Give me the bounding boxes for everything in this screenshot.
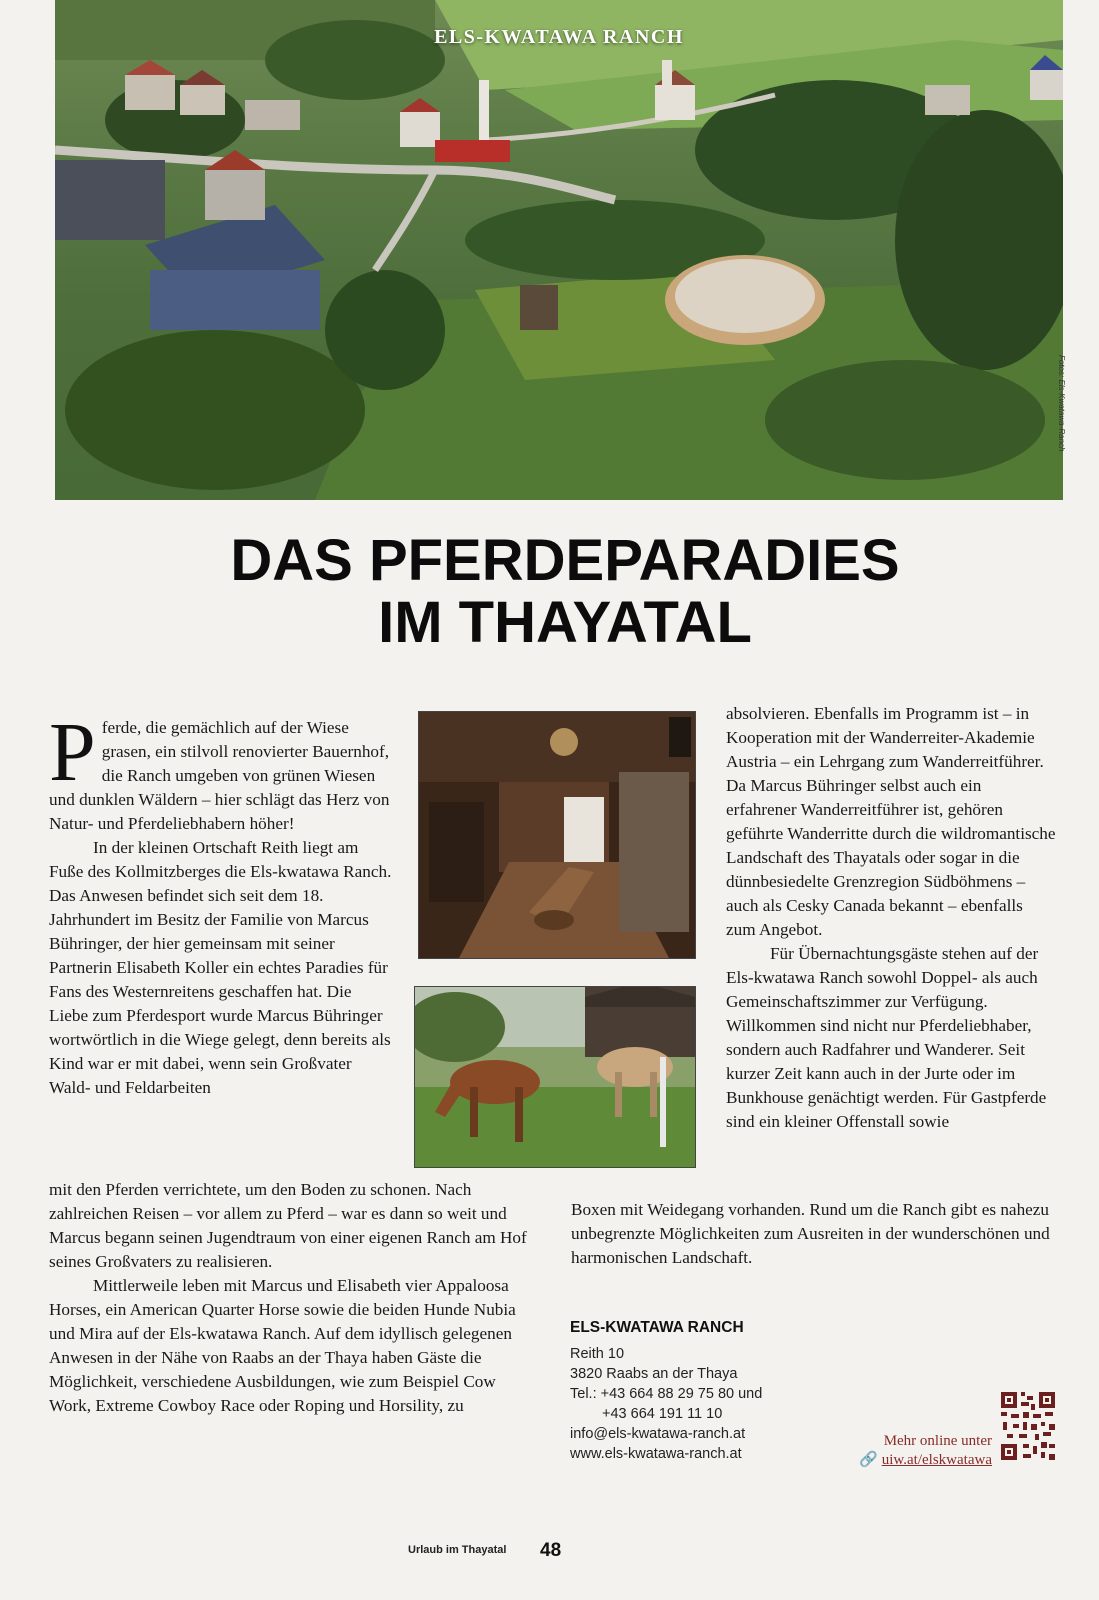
aerial-landscape-illustration (55, 0, 1063, 500)
article-column-right (726, 702, 1056, 1134)
article-column-right-wide (571, 1198, 1056, 1270)
paragraph-accommodation: Für Übernachtungsgäste stehen auf der Els-kwatawa Ranch sowohl Doppel- als auch Gemeinschaftszimmer zur Verfügung. Willkommen sind nicht nur Pferdeliebhaber, sondern auch Radfahrer und Wanderer. Seit kurzer Zeit kann auch in der Jurte oder im Bunkhouse genächtigt werden. Für Gastpferde sind ein kleiner Offenstall sowie (726, 944, 1047, 1131)
hero-aerial-photo (55, 0, 1063, 500)
drop-cap: P (49, 706, 96, 799)
more-online-link-row[interactable] (842, 1451, 992, 1470)
paragraph-animals: Mittlerweile leben mit Marcus und Elisabeth vier Appaloosa Horses, ein American Quarter Horse sowie die beiden Hunde Nubia und Mira auf der Els-kwatawa Ranch. Auf dem idyllisch gelegenen Anwesen in der Nähe von Raabs an der Thaya haben Gäste die Möglichkeit, verschiedene Ausbildungen, wie zum Beispiel Cow Work, Extreme Cowboy Race oder Roping und Horsility, zu (49, 1276, 516, 1415)
paragraph-location: In der kleinen Ortschaft Reith liegt am Fuße des Kollmitzberges die Els-kwatawa Ranch. Das Anwesen befindet sich seit dem 18. Jahrhundert im Besitz der Familie von Marcus Bühringer, der hier gemeinsam mit seiner Partnerin Elisabeth Koller ein echtes Paradies für Fans des Westernreitens geschaffen hat. Die Liebe zum Pferdesport wurde Marcus Bühringer wortwörtlich in die Wiege gelegt, denn bereits als Kind war er mit dabei, wenn sein Großvater Wald- und Feldarbeiten (49, 838, 392, 1097)
contact-email[interactable]: info@els-kwatawa-ranch.at (570, 1426, 746, 1442)
headline-line-1: DAS PFERDEPARADIES (230, 528, 900, 593)
contact-street: Reith 10 (570, 1346, 625, 1362)
paragraph-location-continued: mit den Pferden verrichtete, um den Boden zu schonen. Nach zahlreichen Reisen – vor allem zu Pferd – war es dann so weit und Marcus begann seinen Jugendtraum von einer eigenen Ranch am Hof seines Großvaters zu realisieren. (49, 1180, 527, 1271)
paragraph-intro (49, 706, 394, 836)
contact-box (570, 1318, 870, 1464)
paragraph-programme: absolvieren. Ebenfalls im Programm ist – in Kooperation mit der Wanderreiter-Akademie Austria – ein Lehrgang zum Wanderreitführer. Da Marcus Bühringer selbst auch ein erfahrener Wanderreitführer ist, gehören geführte Wanderritte durch die wildromantische Landschaft des Thayatals oder sogar in die dünnbesiedelte Grenzregion Südböhmens – auch als Cesky Canada bekannt – ebenfalls zum Angebot. (726, 704, 1056, 939)
contact-website[interactable]: www.els-kwatawa-ranch.at (570, 1446, 742, 1462)
photo-credit: Fotos: Els-Kwatawa-Ranch (1057, 355, 1066, 452)
qr-code-icon[interactable] (999, 1390, 1057, 1462)
interior-illustration (419, 712, 695, 958)
contact-phone-2[interactable]: +43 664 191 11 10 (602, 1406, 723, 1422)
paragraph-accommodation-continued: Boxen mit Weidegang vorhanden. Rund um die Ranch gibt es nahezu unbegrenzte Möglichkeiten zum Ausreiten in der wunderschönen und harmonischen Landschaft. (571, 1200, 1050, 1267)
link-icon: 🔗 (859, 1452, 878, 1468)
contact-title: ELS-KWATAWA RANCH (570, 1319, 744, 1336)
article-column-left (49, 706, 394, 1100)
publication-name: Urlaub im Thayatal (408, 1544, 507, 1556)
horses-illustration (415, 987, 695, 1167)
contact-phone-1[interactable]: Tel.: +43 664 88 29 75 80 und (570, 1386, 763, 1402)
more-online-label: Mehr online unter (883, 1433, 992, 1449)
headline-line-2: IM THAYATAL (378, 590, 752, 655)
contact-city: 3820 Raabs an der Thaya (570, 1366, 738, 1382)
hero-kicker: ELS-KWATAWA RANCH (434, 26, 684, 48)
article-column-left-wide (49, 1178, 539, 1418)
more-online (842, 1432, 992, 1470)
page-number: 48 (540, 1540, 562, 1561)
headline (60, 530, 1070, 654)
photo-grazing-horses (414, 986, 696, 1168)
more-online-link[interactable]: uiw.at/elskwatawa (881, 1452, 992, 1468)
intro-text: ferde, die gemächlich auf der Wiese grasen, ein stilvoll renovierter Bauernhof, die Ranch umgeben von grünen Wiesen und dunklen Wäldern – hier schlägt das Herz von Natur- und Pferdeliebhabern höher! (49, 718, 390, 833)
photo-ranch-interior (418, 711, 696, 959)
